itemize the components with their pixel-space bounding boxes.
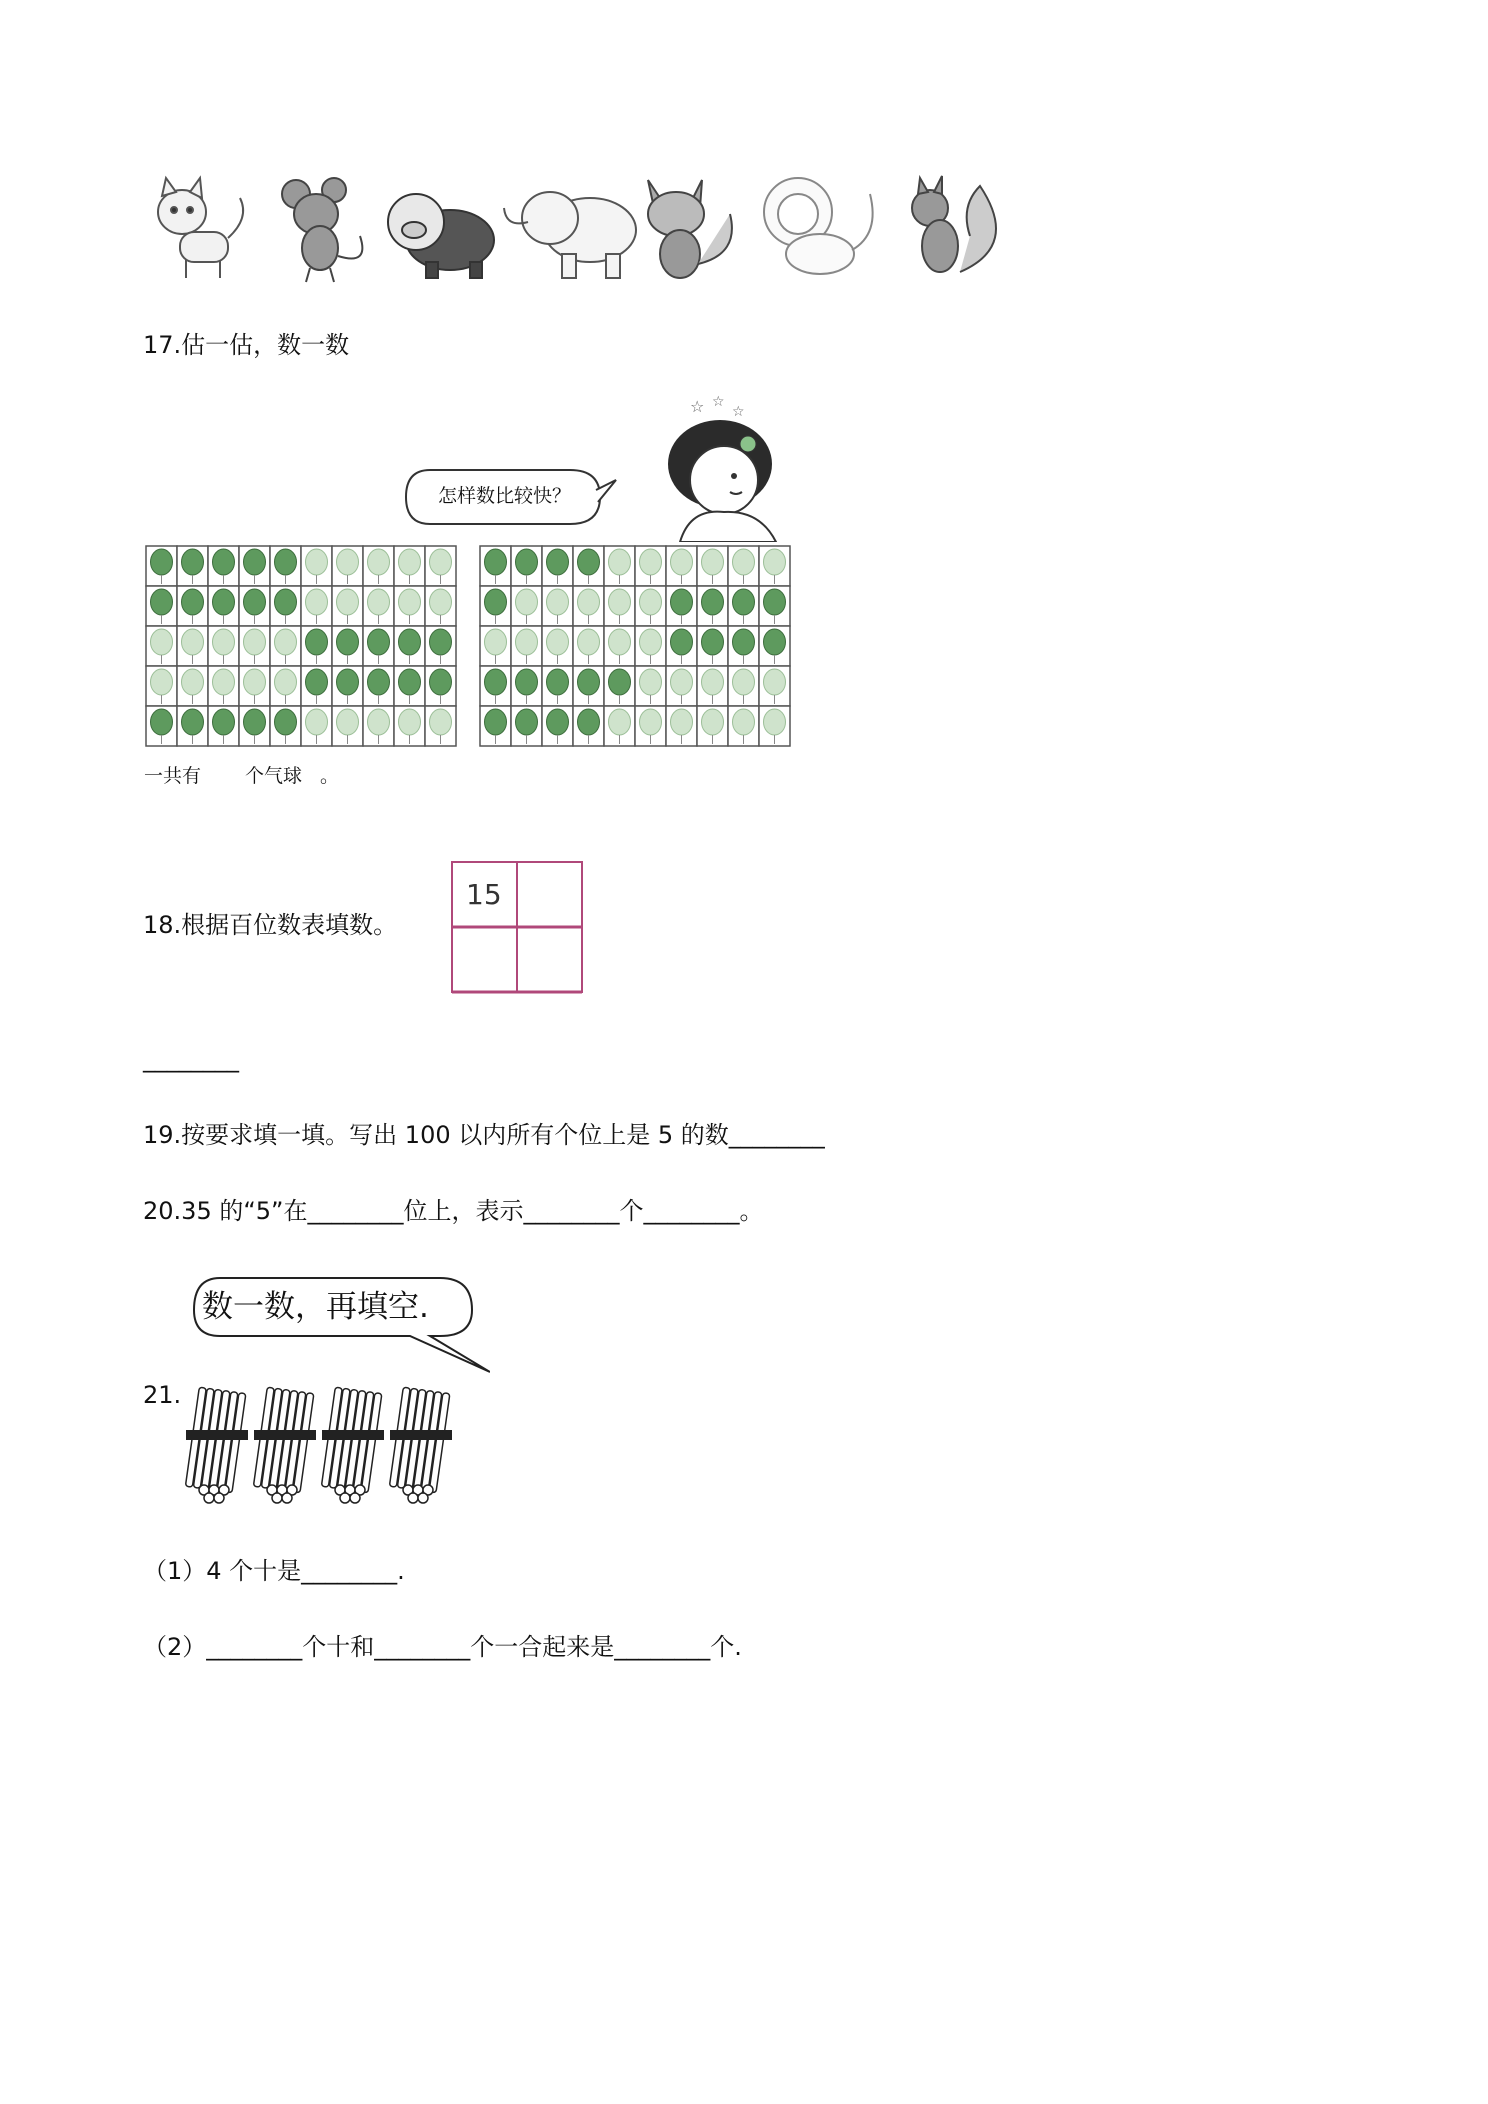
balloon-dark-icon — [485, 549, 507, 575]
balloon-light-icon — [702, 549, 724, 575]
svg-text:☆: ☆ — [712, 394, 725, 410]
balloon-light-icon — [485, 629, 507, 655]
chart-cell-value: 15 — [466, 878, 502, 911]
balloon-light-icon — [733, 669, 755, 695]
animal-strip-svg — [140, 168, 1020, 286]
elephant-icon — [504, 192, 636, 278]
balloon-dark-icon — [547, 549, 569, 575]
question-18-answer-blank: ________ — [143, 1045, 239, 1073]
balloon-dark-icon — [244, 589, 266, 615]
balloon-light-icon — [671, 709, 693, 735]
lion-icon — [764, 178, 873, 274]
balloon-dark-icon — [547, 669, 569, 695]
balloon-dark-icon — [485, 709, 507, 735]
balloon-dark-icon — [609, 669, 631, 695]
balloon-dark-icon — [485, 669, 507, 695]
balloon-light-icon — [368, 589, 390, 615]
hundred-chart-fragment — [450, 860, 586, 996]
balloon-light-icon — [244, 629, 266, 655]
balloon-light-icon — [213, 629, 235, 655]
balloon-light-icon — [275, 629, 297, 655]
animal-strip — [140, 168, 1020, 286]
balloon-light-icon — [640, 709, 662, 735]
balloon-grid-left — [144, 544, 458, 756]
stick-bundle-icon — [389, 1387, 452, 1503]
balloon-dark-icon — [547, 709, 569, 735]
thinking-girl-icon — [660, 392, 790, 542]
speech-bubble-21 — [190, 1272, 490, 1376]
balloon-light-icon — [275, 669, 297, 695]
balloon-dark-icon — [733, 629, 755, 655]
question-21-part-2: （2）________个十和________个一合起来是________个. — [143, 1633, 742, 1661]
balloon-dark-icon — [213, 549, 235, 575]
balloon-light-icon — [399, 709, 421, 735]
balloon-light-icon — [547, 629, 569, 655]
balloon-light-icon — [244, 669, 266, 695]
balloon-light-icon — [337, 549, 359, 575]
balloon-light-icon — [764, 709, 786, 735]
squirrel-icon — [912, 176, 996, 272]
balloon-light-icon — [764, 549, 786, 575]
balloon-light-icon — [609, 629, 631, 655]
balloon-dark-icon — [275, 709, 297, 735]
speech-bubble-21-text: 数一数，再填空. — [202, 1289, 429, 1325]
balloon-light-icon — [609, 589, 631, 615]
balloon-dark-icon — [485, 589, 507, 615]
balloon-light-icon — [430, 589, 452, 615]
balloon-light-icon — [306, 549, 328, 575]
stick-bundle-icon — [321, 1387, 384, 1503]
stick-bundle-icon — [185, 1387, 248, 1503]
balloon-dark-icon — [516, 669, 538, 695]
balloon-dark-icon — [399, 629, 421, 655]
balloon-light-icon — [702, 709, 724, 735]
balloon-light-icon — [337, 589, 359, 615]
balloon-dark-icon — [244, 549, 266, 575]
question-20-label: 20.35 的“5”在________位上，表示________个________。 — [143, 1197, 764, 1225]
balloon-light-icon — [151, 629, 173, 655]
balloon-dark-icon — [244, 709, 266, 735]
fox-icon — [648, 180, 732, 278]
balloon-dark-icon — [368, 629, 390, 655]
balloon-dark-icon — [764, 629, 786, 655]
balloon-light-icon — [702, 669, 724, 695]
balloon-dark-icon — [430, 629, 452, 655]
mouse-icon — [282, 178, 362, 282]
question-17-label: 17.估一估，数一数 — [143, 331, 350, 359]
balloon-dark-icon — [671, 629, 693, 655]
balloon-light-icon — [151, 669, 173, 695]
balloon-light-icon — [516, 589, 538, 615]
balloon-light-icon — [306, 709, 328, 735]
balloon-dark-icon — [182, 549, 204, 575]
balloon-light-icon — [368, 549, 390, 575]
balloon-dark-icon — [516, 549, 538, 575]
balloon-light-icon — [516, 629, 538, 655]
balloon-dark-icon — [306, 669, 328, 695]
balloon-light-icon — [733, 709, 755, 735]
question-21-number: 21. — [143, 1381, 182, 1409]
speech-bubble-17 — [400, 462, 620, 532]
balloon-caption — [144, 764, 339, 788]
balloon-light-icon — [306, 589, 328, 615]
balloon-light-icon — [671, 549, 693, 575]
balloon-light-icon — [640, 669, 662, 695]
stick-bundles — [180, 1380, 470, 1510]
balloon-light-icon — [640, 549, 662, 575]
caption-prefix: 一共有 — [144, 765, 202, 787]
balloon-dark-icon — [399, 669, 421, 695]
balloon-dark-icon — [702, 589, 724, 615]
balloon-dark-icon — [306, 629, 328, 655]
balloon-light-icon — [578, 589, 600, 615]
question-21-part-1: （1）4 个十是________. — [143, 1557, 405, 1585]
balloon-light-icon — [430, 709, 452, 735]
balloon-dark-icon — [275, 549, 297, 575]
balloon-dark-icon — [275, 589, 297, 615]
balloon-dark-icon — [671, 589, 693, 615]
balloon-light-icon — [640, 629, 662, 655]
balloon-light-icon — [337, 709, 359, 735]
balloon-light-icon — [399, 549, 421, 575]
balloon-dark-icon — [578, 549, 600, 575]
balloon-light-icon — [182, 669, 204, 695]
caption-end: 。 — [320, 765, 340, 787]
question-18-label: 18.根据百位数表填数。 — [143, 911, 398, 939]
question-19-label: 19.按要求填一填。写出 100 以内所有个位上是 5 的数________ — [143, 1121, 825, 1149]
balloon-light-icon — [547, 589, 569, 615]
balloon-dark-icon — [182, 709, 204, 735]
balloon-light-icon — [368, 709, 390, 735]
balloon-dark-icon — [213, 709, 235, 735]
balloon-dark-icon — [182, 589, 204, 615]
balloon-light-icon — [671, 669, 693, 695]
cat-icon — [158, 178, 243, 278]
balloon-dark-icon — [733, 589, 755, 615]
balloon-dark-icon — [578, 709, 600, 735]
svg-text:☆: ☆ — [732, 404, 745, 420]
svg-text:☆: ☆ — [690, 397, 705, 416]
pig-icon — [388, 194, 494, 278]
balloon-dark-icon — [516, 709, 538, 735]
balloon-light-icon — [182, 629, 204, 655]
stick-bundle-icon — [253, 1387, 316, 1503]
balloon-dark-icon — [213, 589, 235, 615]
balloon-dark-icon — [578, 669, 600, 695]
balloon-dark-icon — [337, 669, 359, 695]
balloon-dark-icon — [151, 709, 173, 735]
balloon-dark-icon — [337, 629, 359, 655]
balloon-light-icon — [733, 549, 755, 575]
balloon-dark-icon — [151, 589, 173, 615]
balloon-light-icon — [213, 669, 235, 695]
balloon-light-icon — [399, 589, 421, 615]
caption-suffix: 个气球 — [245, 765, 303, 787]
balloon-light-icon — [430, 549, 452, 575]
balloon-light-icon — [640, 589, 662, 615]
balloon-light-icon — [609, 709, 631, 735]
balloon-grid-right — [478, 544, 792, 756]
balloon-dark-icon — [764, 589, 786, 615]
balloon-dark-icon — [151, 549, 173, 575]
balloon-dark-icon — [368, 669, 390, 695]
balloon-dark-icon — [702, 629, 724, 655]
balloon-light-icon — [764, 669, 786, 695]
balloon-light-icon — [609, 549, 631, 575]
balloon-dark-icon — [430, 669, 452, 695]
speech-bubble-17-text: 怎样数比较快？ — [438, 485, 572, 507]
balloon-light-icon — [578, 629, 600, 655]
